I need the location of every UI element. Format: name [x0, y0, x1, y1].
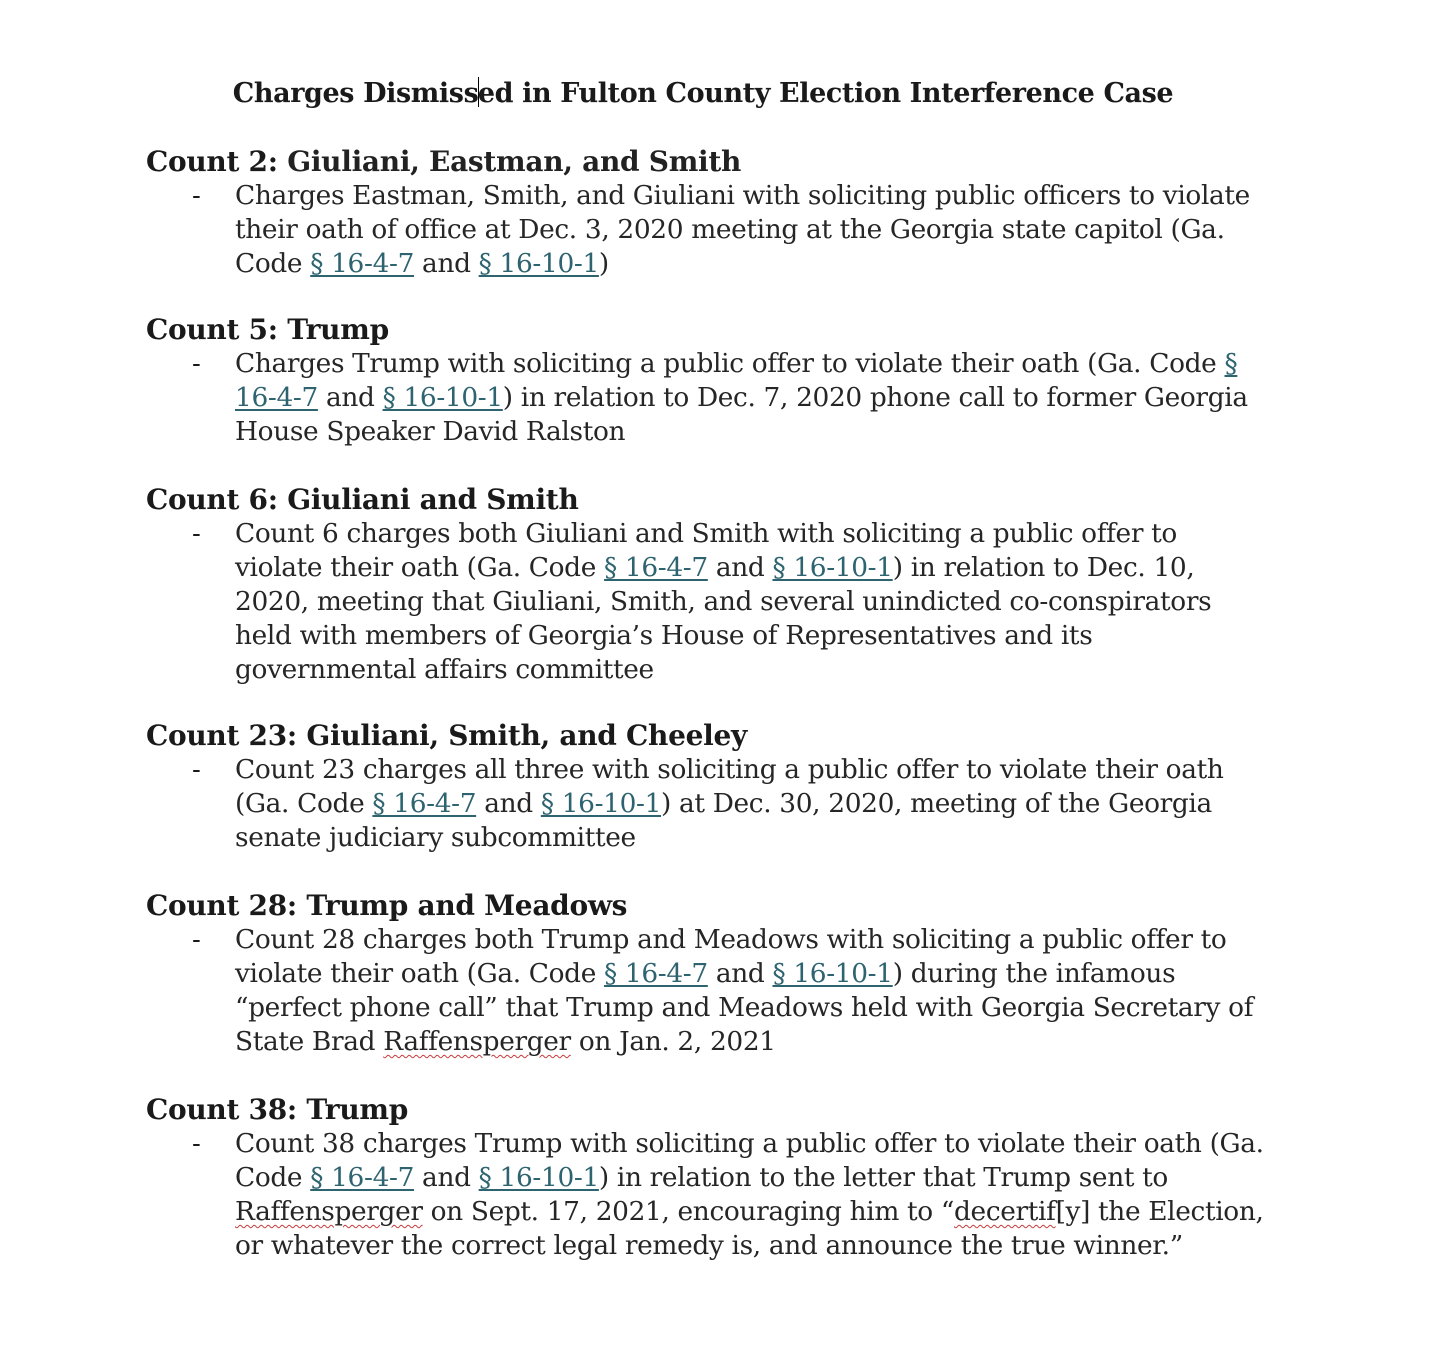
text-run: (Ga. Code: [235, 788, 373, 819]
text-line: [235, 247, 1286, 281]
text-run: ) during the infamous: [892, 958, 1176, 989]
text-line: held with members of Georgia’s House of Representatives and its: [235, 620, 1093, 651]
count-heading: [146, 483, 1286, 517]
statute-link-16-4-7[interactable]: § 16-4-7: [604, 958, 708, 989]
text-line: Charges Eastman, Smith, and Giuliani with soliciting public officers to violate: [235, 180, 1250, 211]
text-run: and: [317, 382, 383, 413]
text-line: [235, 787, 1286, 821]
text-run: and: [414, 1162, 479, 1193]
count-5-section: [146, 313, 1286, 449]
statute-link-16-4-7[interactable]: § 16-4-7: [372, 788, 477, 819]
text-line: senate judiciary subcommittee: [235, 822, 636, 853]
text-run: on Sept. 17, 2021, encouraging him to “: [422, 1196, 955, 1227]
count-2-section: [146, 145, 1286, 281]
text-run: ) in relation to Dec. 10,: [892, 552, 1195, 583]
title-text-part2: ed in Fulton County Election Interference Case: [477, 78, 1174, 109]
statute-link-16-10-1[interactable]: § 16-10-1: [772, 958, 893, 989]
count-heading: [146, 145, 1286, 179]
count-label: Count 23:: [146, 719, 297, 752]
dash-bullet: -: [192, 519, 201, 549]
count-label: Count 28:: [146, 889, 297, 922]
text-run: State Brad: [235, 1026, 384, 1057]
count-defendants: Giuliani and Smith: [287, 483, 579, 516]
text-run: on Jan. 2, 2021: [570, 1026, 776, 1057]
count-description: [146, 179, 1286, 281]
text-line: [235, 347, 1286, 381]
count-description: [146, 347, 1286, 449]
count-heading: [146, 313, 1286, 347]
text-run: Charges Trump with soliciting a public offer to violate their oath (Ga. Code: [235, 348, 1225, 379]
count-defendants: Trump: [306, 1093, 409, 1126]
statute-link-16-10-1[interactable]: § 16-10-1: [478, 248, 599, 279]
count-description: [146, 753, 1286, 855]
text-line: [235, 957, 1286, 991]
count-heading: [146, 719, 1286, 753]
statute-link-16-10-1[interactable]: § 16-10-1: [478, 1162, 599, 1193]
count-label: Count 38:: [146, 1093, 297, 1126]
text-line: their oath of office at Dec. 3, 2020 meeting at the Georgia state capitol (Ga.: [235, 214, 1225, 245]
statute-link-16-4-7[interactable]: 16-4-7: [235, 382, 318, 413]
text-line: [235, 1025, 1286, 1059]
text-run: ) in relation to the letter that Trump sent to: [598, 1162, 1168, 1193]
statute-link-16-4-7[interactable]: § 16-4-7: [604, 552, 708, 583]
text-run: and: [476, 788, 541, 819]
count-description: [146, 923, 1286, 1059]
text-line: or whatever the correct legal remedy is, and announce the true winner.”: [235, 1230, 1183, 1261]
text-line: Count 28 charges both Trump and Meadows with soliciting a public offer to: [235, 924, 1227, 955]
count-label: Count 5:: [146, 313, 278, 346]
count-38-section: [146, 1093, 1286, 1263]
count-6-section: [146, 483, 1286, 687]
text-line: [235, 551, 1286, 585]
count-description: [146, 1127, 1286, 1263]
text-run: [y] the Election,: [1055, 1196, 1264, 1227]
title-text-part1: Charges Dismiss: [232, 78, 479, 109]
statute-link-16-4-7[interactable]: §: [1224, 348, 1238, 379]
text-line: Count 38 charges Trump with soliciting a public offer to violate their oath (Ga.: [235, 1128, 1264, 1159]
count-defendants: Trump: [287, 313, 389, 346]
statute-link-16-4-7[interactable]: § 16-4-7: [310, 1162, 415, 1193]
statute-link-16-10-1[interactable]: § 16-10-1: [540, 788, 662, 819]
count-defendants: Giuliani, Smith, and Cheeley: [306, 719, 747, 752]
count-defendants: Trump and Meadows: [306, 889, 628, 922]
text-line: “perfect phone call” that Trump and Meadows held with Georgia Secretary of: [235, 992, 1254, 1023]
text-run: and: [414, 248, 479, 279]
text-run: and: [707, 552, 773, 583]
statute-link-16-10-1[interactable]: § 16-10-1: [382, 382, 503, 413]
text-line: 2020, meeting that Giuliani, Smith, and several unindicted co-conspirators: [235, 586, 1212, 617]
text-line: [235, 1195, 1286, 1229]
count-heading: [146, 1093, 1286, 1127]
count-heading: [146, 889, 1286, 923]
text-run: and: [707, 958, 773, 989]
document-title: [0, 74, 1406, 114]
count-defendants: Giuliani, Eastman, and Smith: [287, 145, 742, 178]
count-label: Count 2:: [146, 145, 278, 178]
dash-bullet: -: [192, 349, 201, 379]
text-run: Code: [235, 1162, 311, 1193]
misspelled-word[interactable]: decertif: [954, 1196, 1056, 1227]
count-label: Count 6:: [146, 483, 278, 516]
text-run: ) at Dec. 30, 2020, meeting of the Georgia: [661, 788, 1212, 819]
text-run: ) in relation to Dec. 7, 2020 phone call to former Georgia: [502, 382, 1248, 413]
text-run: violate their oath (Ga. Code: [235, 552, 605, 583]
text-line: governmental affairs committee: [235, 654, 654, 685]
dash-bullet: -: [192, 755, 201, 785]
dash-bullet: -: [192, 181, 201, 211]
text-run: Code: [235, 248, 311, 279]
dash-bullet: -: [192, 925, 201, 955]
count-28-section: [146, 889, 1286, 1059]
misspelled-word[interactable]: Raffensperger: [235, 1196, 423, 1227]
text-line: Count 6 charges both Giuliani and Smith with soliciting a public offer to: [235, 518, 1177, 549]
statute-link-16-4-7[interactable]: § 16-4-7: [310, 248, 415, 279]
count-description: [146, 517, 1286, 687]
text-line: Count 23 charges all three with soliciting a public offer to violate their oath: [235, 754, 1224, 785]
text-line: House Speaker David Ralston: [235, 416, 626, 447]
dash-bullet: -: [192, 1129, 201, 1159]
count-23-section: [146, 719, 1286, 855]
statute-link-16-10-1[interactable]: § 16-10-1: [772, 552, 893, 583]
text-run: ): [598, 248, 609, 279]
text-line: [235, 1161, 1286, 1195]
misspelled-word[interactable]: Raffensperger: [383, 1026, 571, 1057]
text-run: violate their oath (Ga. Code: [235, 958, 605, 989]
text-line: [235, 381, 1286, 415]
